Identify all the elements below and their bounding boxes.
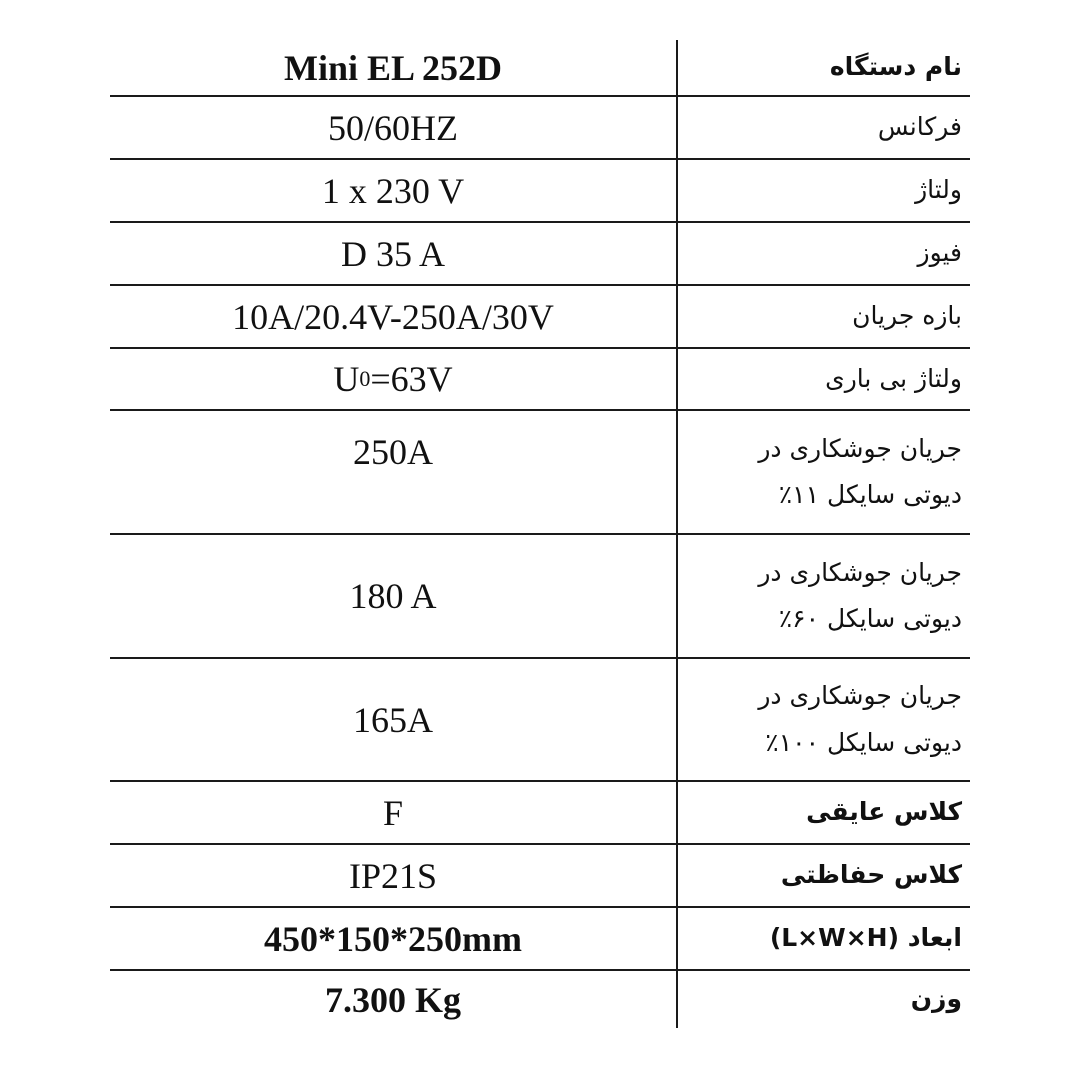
spec-row-voltage — [110, 160, 970, 223]
frequency-value: 50/60HZ — [328, 107, 458, 148]
no-load-voltage-amount: =63V — [370, 359, 453, 399]
spec-row-current-duty-60 — [110, 535, 970, 659]
device-name-label: نام دستگاه — [829, 52, 962, 82]
no-load-voltage-label: ولتاژ بی باری — [825, 363, 962, 393]
current-duty-100-value: 165A — [353, 699, 433, 740]
fuse-value: D 35 A — [340, 233, 445, 274]
voltage-label: ولتاژ — [915, 175, 962, 205]
spec-row-fuse — [110, 223, 970, 286]
spec-row-current-duty-100 — [110, 659, 970, 782]
spec-row-protection-class — [110, 845, 970, 908]
spec-row-dimensions — [110, 908, 970, 971]
protection-class-label: کلاس حفاظتی — [780, 860, 962, 890]
fuse-label: فیوز — [917, 238, 962, 268]
current-duty-60-label-line1: جریان جوشکاری در — [758, 557, 962, 587]
protection-class-value: IP21S — [348, 855, 438, 896]
spec-row-insulation-class — [110, 782, 970, 845]
spec-table — [110, 40, 970, 1028]
current-duty-60-label-line2: دیوتی سایکل ۶۰٪ — [778, 604, 962, 633]
spec-row-current-duty-11 — [110, 411, 970, 535]
insulation-class-value: F — [382, 792, 404, 833]
spec-row-no-load-voltage — [110, 349, 970, 411]
device-model-value: Mini EL 252D — [283, 47, 503, 88]
current-duty-100-label — [678, 659, 970, 780]
current-duty-11-label-line1: جریان جوشکاری در — [758, 433, 962, 463]
current-duty-100-label-line1: جریان جوشکاری در — [758, 681, 962, 711]
current-duty-11-label — [678, 411, 970, 533]
current-duty-11-label-line2: دیوتی سایکل ۱۱٪ — [778, 480, 962, 509]
no-load-voltage-symbol: U — [333, 359, 360, 399]
header-row — [110, 40, 970, 97]
no-load-voltage-subscript: 0 — [359, 366, 371, 391]
spec-row-weight — [110, 971, 970, 1028]
current-duty-100-label-line2: دیوتی سایکل ۱۰۰٪ — [765, 727, 962, 757]
weight-label: وزن — [910, 984, 962, 1014]
no-load-voltage-value — [110, 349, 676, 409]
voltage-value: 1 x 230 V — [321, 170, 465, 211]
spec-row-frequency — [110, 97, 970, 160]
current-range-value: 10A/20.4V-250A/30V — [232, 296, 554, 337]
dimensions-value: 450*150*250mm — [264, 918, 522, 959]
current-duty-60-value: 180 A — [349, 576, 437, 616]
current-duty-60-label — [678, 535, 970, 657]
frequency-label: فرکانس — [877, 112, 962, 142]
spec-row-current-range — [110, 286, 970, 349]
current-duty-11-value: 250A — [353, 432, 433, 472]
weight-value: 7.300 Kg — [324, 979, 461, 1020]
current-range-label: بازه جریان — [852, 301, 962, 331]
insulation-class-label: کلاس عایقی — [806, 797, 962, 827]
dimensions-label: ابعاد (L×W×H) — [769, 923, 962, 953]
